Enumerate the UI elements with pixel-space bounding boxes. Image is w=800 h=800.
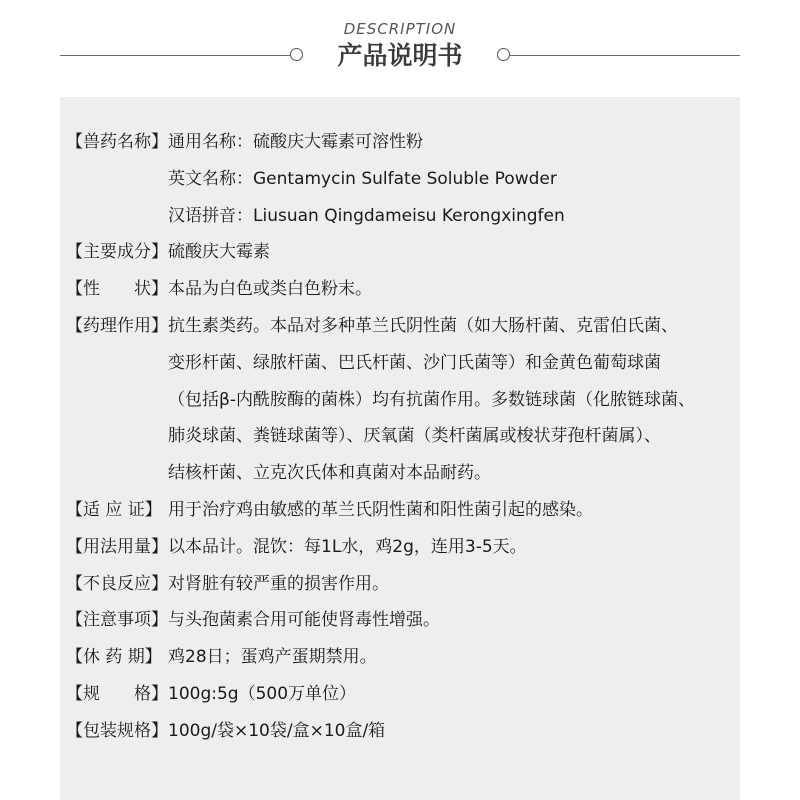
right-circle-ornament (497, 48, 510, 61)
value-line: （包括β-内酰胺酶的菌株）均有抗菌作用。多数链球菌（化脓链球菌、 (168, 389, 695, 410)
row-value (168, 529, 738, 566)
row-label: 【休 药 期】 (66, 647, 162, 668)
row-value (168, 566, 738, 603)
row-value (168, 234, 738, 271)
value-line: 对肾脏有较严重的损害作用。 (168, 573, 389, 594)
row-label: 【性 状】 (66, 279, 168, 300)
row-main-ingredient (66, 234, 738, 271)
value-line: 英文名称：Gentamycin Sulfate Soluble Powder (168, 168, 557, 189)
row-value (168, 308, 738, 492)
row-label: 【注意事项】 (66, 610, 168, 631)
value-line: 本品为白色或类白色粉末。 (168, 279, 372, 300)
value-line: 变形杆菌、绿脓杆菌、巴氏杆菌、沙门氏菌等）和金黄色葡萄球菌 (168, 352, 661, 373)
row-appearance (66, 271, 738, 308)
row-label: 【规 格】 (66, 683, 168, 704)
right-divider-line (510, 55, 740, 56)
row-label: 【兽药名称】 (66, 132, 168, 152)
row-label: 【包装规格】 (66, 720, 168, 741)
row-label: 【主要成分】 (66, 242, 168, 263)
value-line: 肺炎球菌、粪链球菌等）、厌氧菌（类杆菌属或梭状芽孢杆菌属）、 (168, 426, 661, 447)
row-value (168, 639, 738, 676)
row-value (168, 713, 738, 750)
row-pharmacology (66, 308, 738, 492)
row-label: 【药理作用】 (66, 315, 168, 336)
header-title-row (60, 40, 740, 72)
value-line: 100g:5g（500万单位） (168, 683, 357, 704)
row-adverse-reactions (66, 566, 738, 603)
row-value (168, 271, 738, 308)
value-line: 鸡28日；蛋鸡产蛋期禁用。 (168, 647, 377, 668)
value-line: 汉语拼音：Liusuan Qingdameisu Kerongxingfen (168, 205, 565, 226)
value-line: 抗生素类药。本品对多种革兰氏阴性菌（如大肠杆菌、克雷伯氏菌、 (168, 315, 678, 336)
value-line: 通用名称：硫酸庆大霉素可溶性粉 (168, 132, 423, 152)
row-drug-name (66, 124, 738, 234)
value-line: 100g/袋×10袋/盒×10盒/箱 (168, 720, 386, 741)
row-label: 【不良反应】 (66, 573, 168, 594)
value-line: 结核杆菌、立克次氏体和真菌对本品耐药。 (168, 463, 491, 484)
row-withdrawal-period (66, 639, 738, 676)
value-line: 用于治疗鸡由敏感的革兰氏阴性菌和阳性菌引起的感染。 (168, 499, 593, 520)
row-value (168, 602, 738, 639)
row-dosage (66, 529, 738, 566)
row-label: 【适 应 证】 (66, 499, 162, 520)
row-indications (66, 492, 738, 529)
header-subtitle: DESCRIPTION (343, 20, 457, 38)
row-packaging (66, 713, 738, 750)
description-content (66, 124, 738, 750)
page-title: 产品说明书 (337, 41, 463, 70)
row-value (168, 124, 738, 234)
row-precautions (66, 602, 738, 639)
row-label: 【用法用量】 (66, 536, 168, 557)
value-line: 硫酸庆大霉素 (168, 242, 270, 263)
row-value (168, 676, 738, 713)
value-line: 与头孢菌素合用可能使肾毒性增强。 (168, 610, 440, 631)
value-line: 以本品计。混饮：每1L水，鸡2g，连用3-5天。 (168, 536, 527, 557)
row-value (168, 492, 738, 529)
row-specification (66, 676, 738, 713)
